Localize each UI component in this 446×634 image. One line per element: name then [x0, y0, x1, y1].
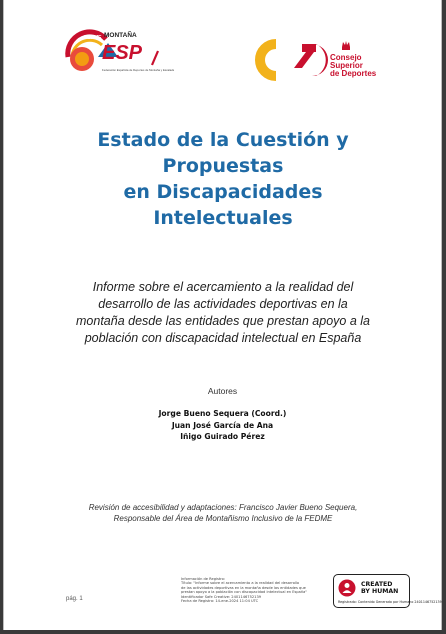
document-subtitle	[44, 279, 402, 347]
document-title	[64, 127, 382, 231]
badge-footer: Registrado: Contenido Generado por Humano 2401146752139	[338, 600, 442, 604]
title-line: Intelectuales	[153, 207, 293, 229]
created-by-human-badge[interactable]	[333, 574, 442, 608]
revision-line: Responsable del Área de Montañismo Inclusivo de la FEDME	[113, 514, 333, 523]
authors-list	[4, 408, 441, 443]
badge-line1: CREATED	[361, 581, 393, 588]
crown-icon	[340, 40, 352, 52]
fedme-logo	[62, 27, 174, 79]
author-name: Jorge Bueno Sequera (Coord.)	[158, 409, 287, 418]
csd-line: Consejo	[330, 53, 362, 62]
document-page	[3, 0, 442, 630]
human-icon	[338, 579, 356, 597]
title-line: Estado de la Cuestión y	[97, 129, 349, 151]
csd-line: Superior	[330, 61, 363, 70]
csd-line: de Deportes	[330, 69, 377, 78]
subtitle-line: montaña desde las entidades que prestan apoyo a la	[76, 314, 370, 328]
page-number: pág. 1	[66, 596, 83, 602]
badge-title	[361, 581, 406, 595]
esp-text: ESP	[102, 42, 143, 64]
registration-line: prestan apoyo a la población con discapacidad intelectual en España"	[181, 590, 307, 595]
revision-line: Revisión de accesibilidad y adaptaciones: Francisco Javier Bueno Sequera,	[88, 503, 358, 512]
title-line: en Discapacidades	[123, 181, 323, 203]
revision-note	[44, 502, 402, 524]
title-line: Propuestas	[162, 155, 284, 177]
registration-line: Identificador Safe Creative: 2401146752139	[181, 594, 262, 599]
registration-line: Fecha de Registro: 14-ene-2024 11:04 UTC	[181, 599, 259, 604]
authors-label: Autores	[207, 386, 238, 396]
subtitle-line: población con discapacidad intelectual en España	[84, 331, 362, 345]
montana-text: MONTAÑA	[104, 32, 137, 39]
author-name: Iñigo Guirado Pérez	[180, 432, 265, 441]
registration-line: de las actividades deportivas en la montaña desde las entidades que	[181, 585, 306, 590]
fedme-arc-text: FEDME	[84, 35, 102, 41]
author-name: Juan José García de Ana	[171, 420, 274, 430]
badge-line2: BY HUMAN	[361, 588, 399, 595]
subtitle-line: Informe sobre el acercamiento a la realidad del	[92, 280, 354, 294]
registration-info	[181, 577, 331, 603]
registration-line: Información de Registro:	[181, 577, 226, 581]
fedme-tagline: Federación Española de Deportes de Montaña y Escalada	[102, 68, 174, 72]
csd-name	[330, 54, 376, 78]
registration-line: Título: "Informe sobre el acercamiento a la realidad del desarrollo	[181, 581, 300, 586]
subtitle-line: desarrollo de las actividades deportivas en la	[98, 297, 348, 311]
